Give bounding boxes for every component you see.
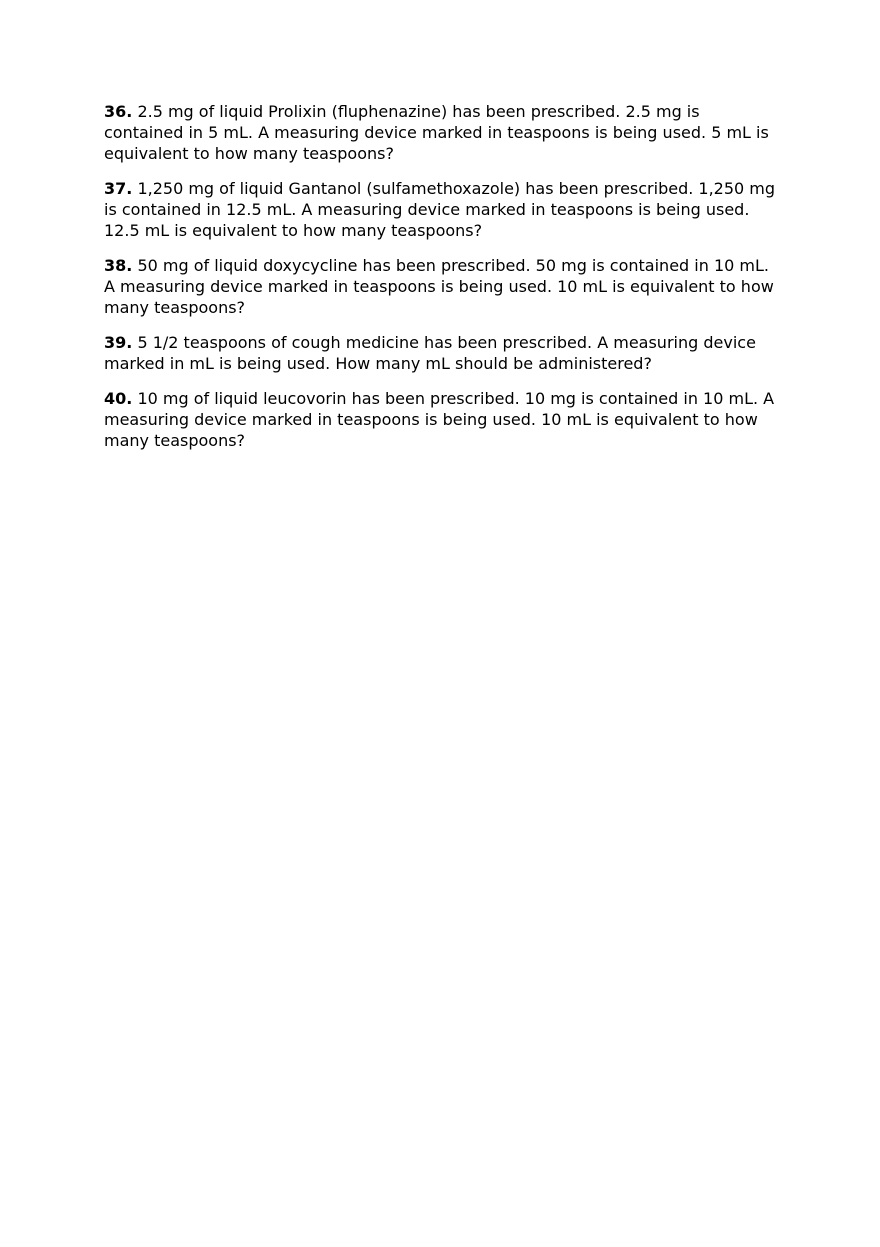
- question-36: [104, 101, 776, 164]
- question-text: 1,250 mg of liquid Gantanol (sulfamethoxazole) has been prescribed. 1,250 mg is contained in 12.5 mL. A measuring device marked in teaspoons is being used. 12.5 mL is equivalent to how many teaspoons?: [104, 179, 776, 240]
- question-number: 37.: [104, 179, 133, 198]
- question-40: [104, 388, 776, 451]
- question-text: 2.5 mg of liquid Prolixin (fluphenazine) has been prescribed. 2.5 mg is contained in 5 mL. A measuring device marked in teaspoons is being used. 5 mL is equivalent to how many teaspoons?: [104, 102, 769, 163]
- question-number: 40.: [104, 389, 133, 408]
- question-text: 50 mg of liquid doxycycline has been prescribed. 50 mg is contained in 10 mL. A measuring device marked in teaspoons is being used. 10 mL is equivalent to how many teaspoons?: [104, 256, 774, 317]
- question-37: [104, 178, 776, 241]
- question-38: [104, 255, 776, 318]
- question-text: 10 mg of liquid leucovorin has been prescribed. 10 mg is contained in 10 mL. A measuring device marked in teaspoons is being used. 10 mL is equivalent to how many teaspoons?: [104, 389, 775, 450]
- question-number: 36.: [104, 102, 133, 121]
- question-39: [104, 332, 776, 374]
- question-text: 5 1/2 teaspoons of cough medicine has been prescribed. A measuring device marked in mL is being used. How many mL should be administered?: [104, 333, 756, 373]
- document-page: [104, 101, 776, 465]
- question-number: 38.: [104, 256, 133, 275]
- question-number: 39.: [104, 333, 133, 352]
